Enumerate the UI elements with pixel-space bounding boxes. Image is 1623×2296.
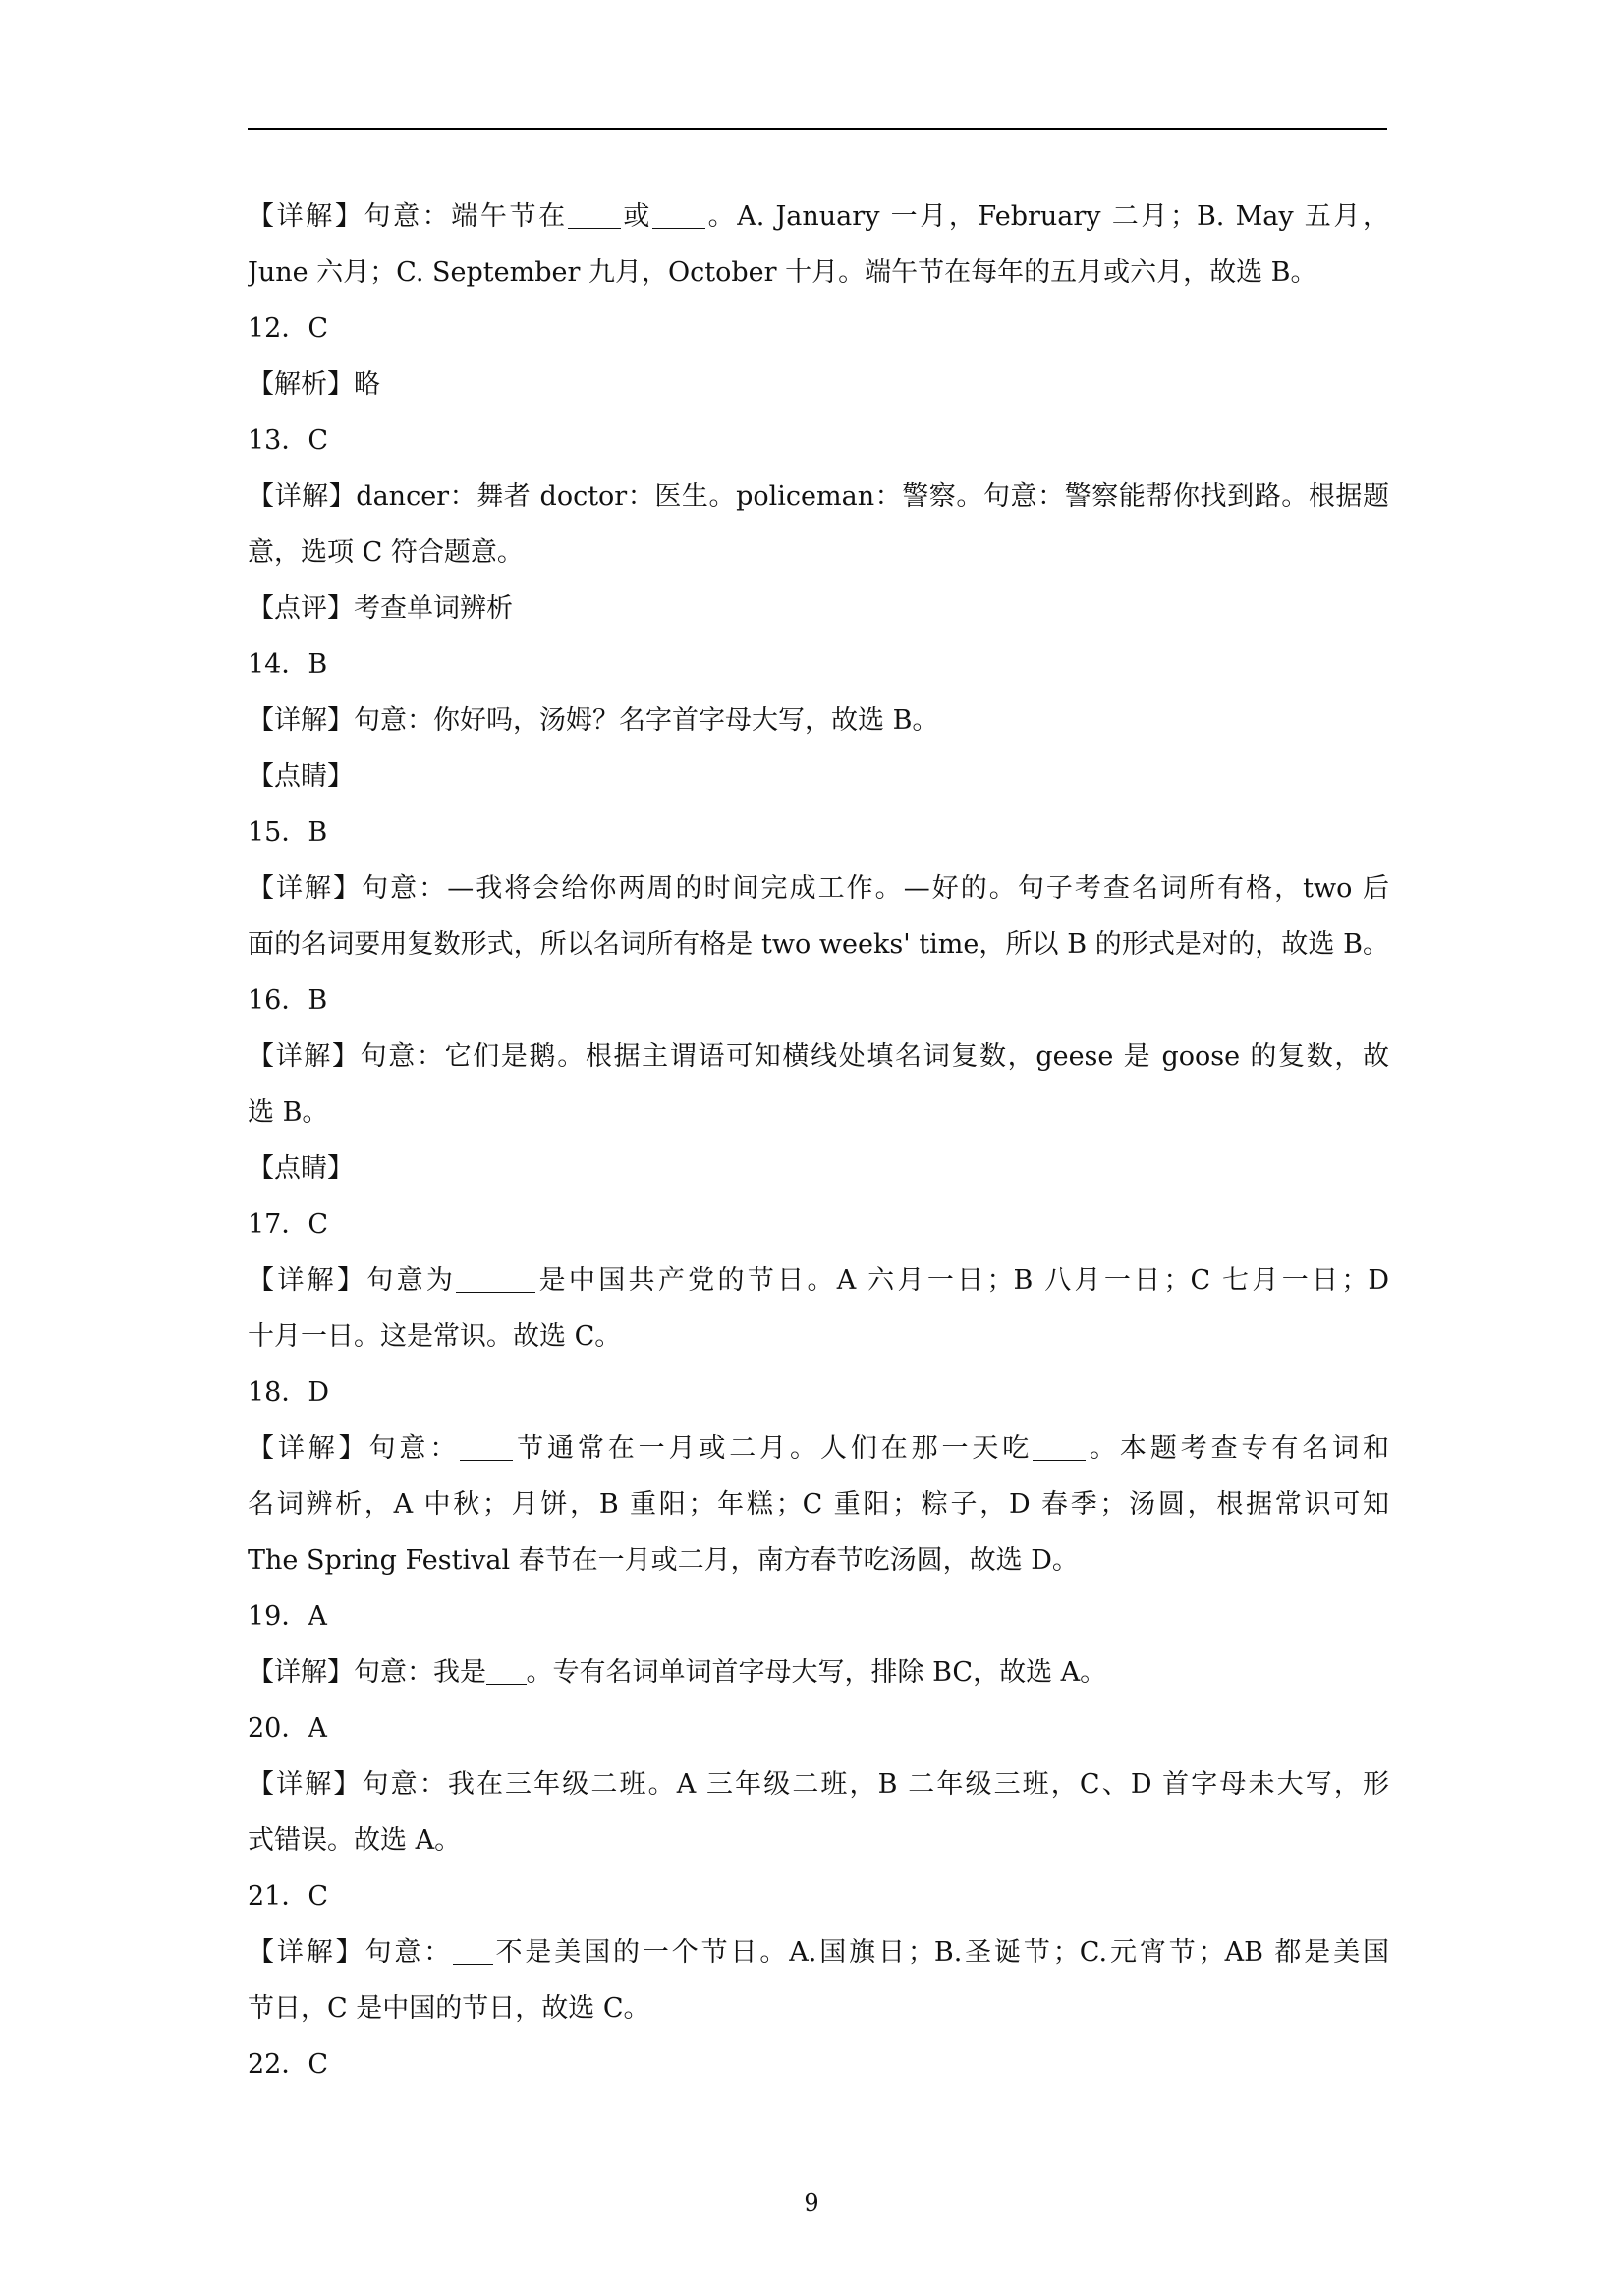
fill-in-blank xyxy=(568,198,621,229)
text-segment: 不是美国的一个节日。A.国旗日；B.圣诞节；C.元宵节；AB 都是美国 xyxy=(492,1937,1389,1968)
text-line xyxy=(248,1533,1389,1589)
text-line xyxy=(248,1253,1389,1309)
header-rule xyxy=(248,128,1387,130)
text-line xyxy=(248,917,1389,973)
text-segment: 【详解】句意： xyxy=(248,1937,454,1968)
text-line xyxy=(248,189,1389,245)
answer-explanations xyxy=(248,189,1389,2093)
text-segment: 【点睛】 xyxy=(248,1153,354,1184)
fill-in-blank xyxy=(453,1934,493,1965)
text-segment: 选 B。 xyxy=(248,1097,329,1128)
text-segment: 【详解】句意：我在三年级二班。A 三年级二班，B 二年级三班，C、D 首字母未大写，形 xyxy=(248,1769,1389,1800)
text-line xyxy=(248,805,1389,861)
text-line xyxy=(248,1589,1389,1645)
text-segment: 【解析】略 xyxy=(248,369,380,400)
text-segment: 15．B xyxy=(248,817,328,848)
text-segment: 十月一日。这是常识。故选 C。 xyxy=(248,1321,622,1352)
text-line xyxy=(248,1197,1389,1253)
text-segment: 19．A xyxy=(248,1601,327,1632)
text-segment: 13．C xyxy=(248,425,329,456)
text-line xyxy=(248,1085,1389,1141)
text-segment: 【详解】dancer：舞者 doctor：医生。policeman：警察。句意：警察能帮你找到路。根据题 xyxy=(248,481,1389,512)
text-line xyxy=(248,693,1389,749)
text-line xyxy=(248,525,1389,581)
text-line xyxy=(248,581,1389,637)
text-segment: 【点睛】 xyxy=(248,761,354,792)
text-segment: 【详解】句意：你好吗，汤姆？名字首字母大写，故选 B。 xyxy=(248,705,939,736)
text-line xyxy=(248,1029,1389,1085)
text-line xyxy=(248,1421,1389,1477)
fill-in-blank xyxy=(460,1430,513,1461)
text-segment: 18．D xyxy=(248,1377,330,1408)
text-segment: 【详解】句意：端午节在 xyxy=(248,201,568,232)
text-segment: 【详解】句意：—我将会给你两周的时间完成工作。—好的。句子考查名词所有格，two 后 xyxy=(248,873,1389,904)
text-line xyxy=(248,1925,1389,1981)
text-segment: 。专有名词单词首字母大写，排除 BC，故选 A。 xyxy=(526,1657,1107,1688)
text-line xyxy=(248,973,1389,1029)
text-line xyxy=(248,301,1389,357)
fill-in-blank xyxy=(652,198,705,229)
text-line xyxy=(248,749,1389,805)
text-line xyxy=(248,1309,1389,1365)
text-line xyxy=(248,1869,1389,1925)
fill-in-blank xyxy=(486,1654,527,1685)
text-segment: 面的名词要用复数形式，所以名词所有格是 two weeks' time，所以 B 的形式是对的，故选 B。 xyxy=(248,929,1389,960)
text-segment: 或 xyxy=(620,201,652,232)
text-segment: June 六月；C. September 九月，October 十月。端午节在每年的五月或六月，故选 B。 xyxy=(248,257,1317,288)
text-segment: 【详解】句意：它们是鹅。根据主谓语可知横线处填名词复数，geese 是 goose 的复数，故 xyxy=(248,1041,1389,1072)
text-segment: The Spring Festival 春节在一月或二月，南方春节吃汤圆，故选 D。 xyxy=(248,1545,1079,1576)
text-segment: 【点评】考查单词辨析 xyxy=(248,593,513,624)
text-line xyxy=(248,861,1389,917)
text-segment: 14．B xyxy=(248,649,328,680)
text-segment: 节通常在一月或二月。人们在那一天吃 xyxy=(513,1433,1034,1464)
text-segment: 名词辨析，A 中秋；月饼，B 重阳；年糕；C 重阳；粽子，D 春季；汤圆，根据常识可知 xyxy=(248,1489,1389,1520)
text-segment: 【详解】句意为 xyxy=(248,1265,457,1296)
text-segment: 。本题考查专有名词和 xyxy=(1086,1433,1389,1464)
text-line xyxy=(248,1477,1389,1533)
text-line xyxy=(248,413,1389,469)
text-segment: 意，选项 C 符合题意。 xyxy=(248,537,524,568)
text-line xyxy=(248,1701,1389,1757)
text-line xyxy=(248,2037,1389,2093)
text-segment: 20．A xyxy=(248,1713,327,1744)
page-number: 9 xyxy=(804,2189,819,2216)
text-segment: 16．B xyxy=(248,985,328,1016)
text-line xyxy=(248,1981,1389,2037)
text-line xyxy=(248,1645,1389,1701)
text-line xyxy=(248,637,1389,693)
text-line xyxy=(248,245,1389,301)
fill-in-blank xyxy=(1033,1430,1086,1461)
text-line xyxy=(248,469,1389,525)
text-segment: 【详解】句意： xyxy=(248,1433,461,1464)
text-segment: 【详解】句意：我是 xyxy=(248,1657,486,1688)
text-line xyxy=(248,1365,1389,1421)
text-segment: 17．C xyxy=(248,1209,329,1240)
text-segment: 。A. January 一月，February 二月；B. May 五月， xyxy=(704,201,1389,232)
text-segment: 22．C xyxy=(248,2049,329,2080)
text-line xyxy=(248,1141,1389,1197)
text-segment: 是中国共产党的节日。A 六月一日；B 八月一日；C 七月一日；D xyxy=(535,1265,1389,1296)
text-line xyxy=(248,357,1389,413)
text-line xyxy=(248,1813,1389,1869)
fill-in-blank xyxy=(456,1262,535,1293)
text-line xyxy=(248,1757,1389,1813)
text-segment: 式错误。故选 A。 xyxy=(248,1825,462,1856)
text-segment: 21．C xyxy=(248,1881,329,1912)
text-segment: 节日，C 是中国的节日，故选 C。 xyxy=(248,1993,650,2024)
text-segment: 12．C xyxy=(248,313,329,344)
